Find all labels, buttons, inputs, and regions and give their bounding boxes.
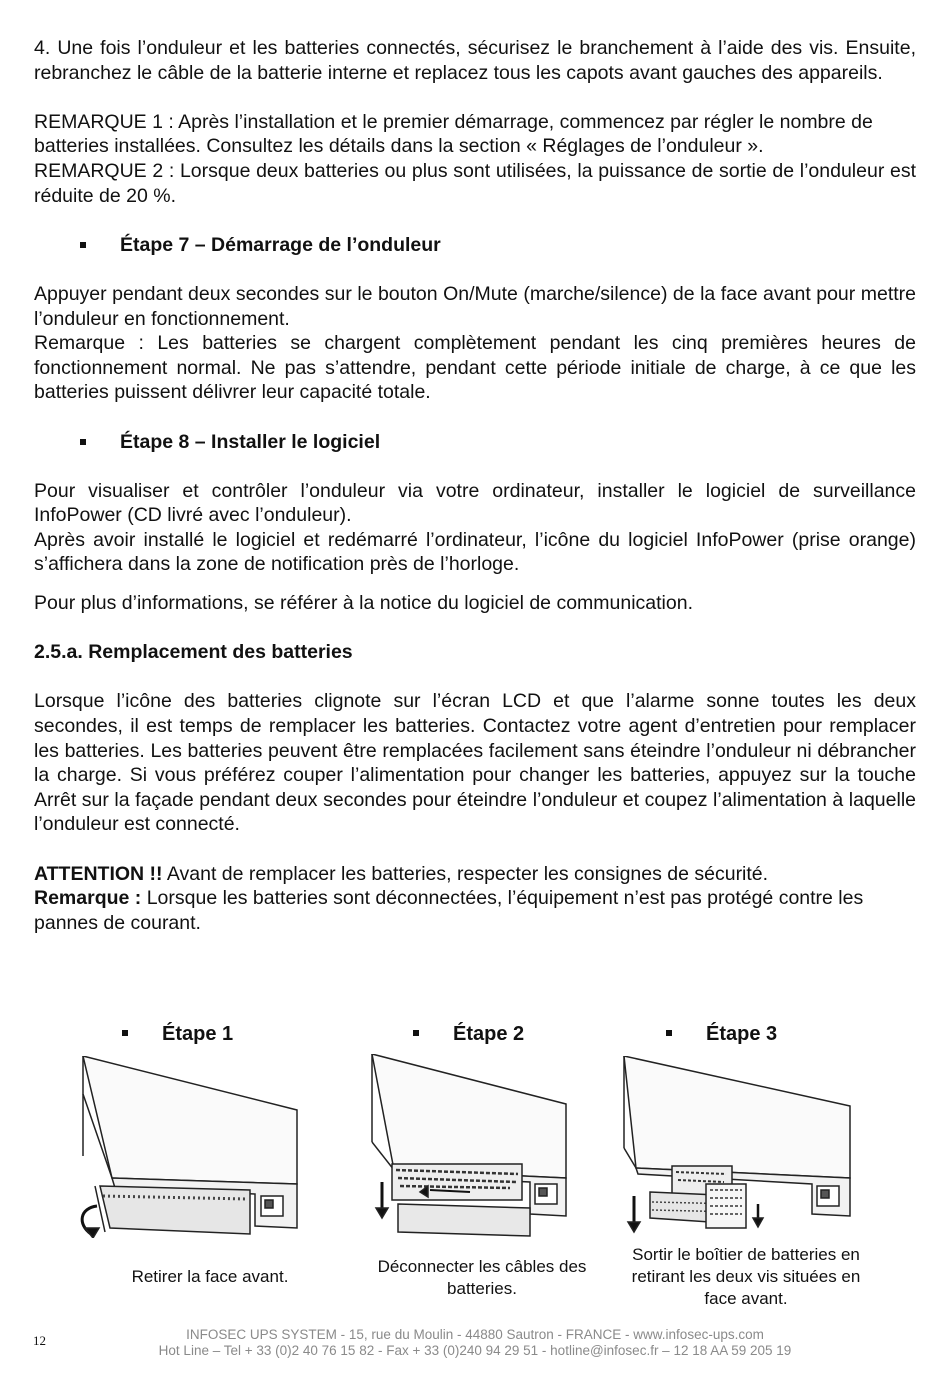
remark-label: Remarque : [34,887,142,910]
step-8-paragraph-2: Après avoir installé le logiciel et redémarré l’ordinateur, l’icône du logiciel InfoPower (prise orange) s’affichera dans la zone de notification près de l’horloge. [34,528,916,576]
figure-1-heading [122,1023,233,1046]
figure-2-caption: Déconnecter les câbles des batteries. [377,1257,587,1298]
remark-line [34,886,916,935]
footer [0,1327,950,1359]
section-title: 2.5.a. Remplacement des batteries [34,641,353,664]
figure-3-heading [666,1023,777,1046]
figure-1-title: Étape 1 [162,1023,234,1045]
note-2: REMARQUE 2 : Lorsque deux batteries ou plus sont utilisées, la puissance de sortie de l’onduleur est réduite de 20 %. [34,159,916,207]
attention-label: ATTENTION !! [34,862,163,885]
figure-2-illustration [370,1054,570,1242]
page-number: 12 [33,1333,46,1348]
step-8-heading [34,430,916,455]
figure-2-title: Étape 2 [453,1023,525,1045]
figure-1-caption: Retirer la face avant. [131,1267,289,1286]
figures-row [0,1018,950,1318]
remark-text: Lorsque les batteries sont déconnectées, l’équipement n’est pas protégé contre les pannes de courant. [34,887,864,934]
step-8-paragraph-3: Pour plus d’informations, se référer à la notice du logiciel de communication. [34,592,694,615]
figure-3-title: Étape 3 [706,1023,778,1045]
figure-2-heading [413,1023,524,1046]
step-8-title: Étape 8 – Installer le logiciel [120,430,381,453]
figure-1-illustration [75,1056,307,1238]
footer-line-1: INFOSEC UPS SYSTEM - 15, rue du Moulin - 44880 Sautron - FRANCE - www.infosec-ups.com [186,1327,764,1342]
paragraph-step-4: 4. Une fois l’onduleur et les batteries connectés, sécurisez le branchement à l’aide des vis. Ensuite, rebranchez le câble de la batterie interne et replacez tous les capots avant gauches des appareils. [34,37,916,84]
note-1: REMARQUE 1 : Après l’installation et le premier démarrage, commencez par régler le nombre de batteries installées. Consultez les détails dans la section « Réglages de l’onduleur ». [34,110,873,158]
step-7-heading [34,233,916,258]
figure-3-caption: Sortir le boîtier de batteries en retirant les deux vis situées en face avant. [631,1245,861,1308]
attention-line [34,862,916,887]
section-paragraph: Lorsque l’icône des batteries clignote sur l’écran LCD et que l’alarme sonne toutes les deux secondes, il est temps de remplacer les batteries. Contactez votre agent d’entretien pour remplacer les batteries. Les batteries peuvent être remplacées facilement sans éteindre l’onduleur ni débrancher la charge. Si vous préférez couper l’alimentation pour changer les batteries, appuyez sur la touche Arrêt sur la façade pendant deux secondes pour éteindre l’onduleur et coupez l’alimentation à laquelle l’onduleur est connecté. [34,690,916,836]
page-body [34,36,916,935]
step-7-paragraph-2: Remarque : Les batteries se chargent complètement pendant les cinq premières heures de fonctionnement normal. Ne pas s’attendre, pendant cette période initiale de charge, à ce que les batteries puissent délivrer leur capacité totale. [34,332,916,404]
step-8-paragraph-1: Pour visualiser et contrôler l’onduleur via votre ordinateur, installer le logiciel de surveillance InfoPower (CD livré avec l’onduleur). [34,479,916,527]
attention-text: Avant de remplacer les batteries, respecter les consignes de sécurité. [162,862,769,885]
figure-3-illustration [622,1056,854,1238]
step-7-title: Étape 7 – Démarrage de l’onduleur [120,233,441,256]
step-7-paragraph-1: Appuyer pendant deux secondes sur le bouton On/Mute (marche/silence) de la face avant pour mettre l’onduleur en fonctionnement. [34,282,916,330]
footer-line-2: Hot Line – Tel + 33 (0)2 40 76 15 82 - Fax + 33 (0)240 94 29 51 - hotline@infosec.fr – 12 18 AA 59 205 19 [158,1343,792,1358]
